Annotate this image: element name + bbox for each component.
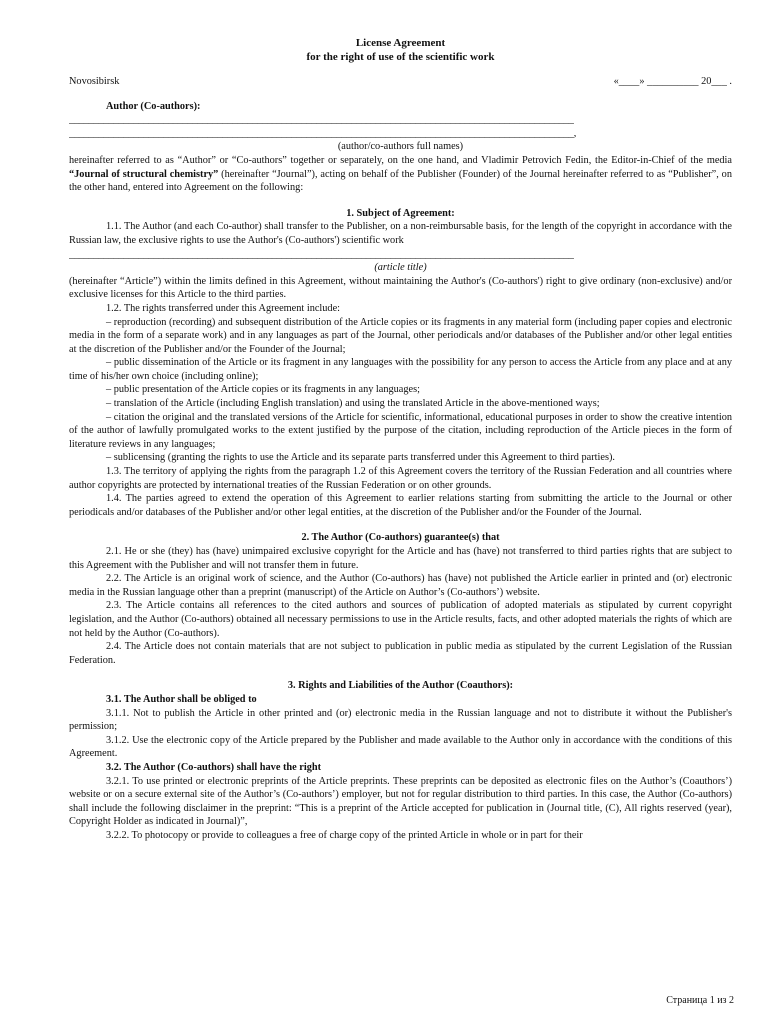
clause-1-1: 1.1. The Author (and each Co-author) shall transfer to the Publisher, on a non-reimbursable basis, for the length of the copyright in accordance with the Russian law, the exclusive rights to use the Author's (Co-authors') scientific work bbox=[69, 221, 732, 246]
article-title-caption: (article title) bbox=[374, 262, 427, 274]
authors-blank-line-2[interactable]: ______________________________________________________________________________________________________, bbox=[69, 127, 577, 139]
clause-3-2-2: 3.2.2. To photocopy or provide to colleagues a free of charge copy of the printed Article in whole or in part for their bbox=[106, 829, 583, 841]
clause-2-2: 2.2. The Article is an original work of science, and the Author (Co-authors) has (have) not published the Article earlier in printed and (or) electronic media in the Russian language other than a preprint (manuscript) of the Article on Author’s (Co-authors’) website. bbox=[69, 573, 732, 598]
journal-name: “Journal of structural chemistry” bbox=[69, 168, 219, 180]
authors-caption: (author/co-authors full names) bbox=[337, 141, 464, 153]
city: Novosibirsk bbox=[69, 76, 120, 87]
clause-2-4: 2.4. The Article does not contain materials that are not subject to publication in public media as stipulated by the current Legislation of the Russian Federation. bbox=[69, 641, 732, 666]
agreement-subtitle: for the right of use of the scientific work bbox=[306, 51, 495, 63]
section-1-heading: 1. Subject of Agreement: bbox=[346, 207, 455, 219]
clause-3-1-1: 3.1.1. Not to publish the Article in other printed and (or) electronic media in the Russian language and not to distribute it without the Publisher's permission; bbox=[69, 707, 732, 733]
article-title-blank-line[interactable]: ______________________________________________________________________________________________________ bbox=[69, 248, 574, 260]
clause-2-3: 2.3. The Article contains all references to the cited authors and sources of publication of adopted materials as stipulated by current copyright legislation, and the Author (Co-authors) obtained all necessary permissions to use in the Article results, facts, and other adopted materials the rights of which are not held by the Author (Co-authors). bbox=[69, 600, 732, 639]
clause-2-1: 2.1. He or she (they) has (have) unimpaired exclusive copyright for the Article and has (have) not transferred to third parties rights that are subject to this Agreement with the Publisher and will not transfer them in future. bbox=[69, 546, 732, 571]
clause-1-3: 1.3. The territory of applying the rights from the paragraph 1.2 of this Agreement covers the territory of the Russian Federation and all countries where author copyrights are protected by international treaties of the Russian Federation or on other grounds. bbox=[69, 466, 732, 491]
date-blank: «____» __________ 20___ . bbox=[613, 76, 732, 87]
authors-paragraph: hereinafter referred to as “Author” or “Co-authors” together or separately, on the one hand, and Vladimir Petrovich Fedin, the Editor-in-Chief of the media “Journal of structural chemistry” (hereinafter “Journal”), acting on behalf of the Publisher (Founder) of the Journal hereinafter referred to as “Publisher”, on the other hand, entered into Agreement on the following: bbox=[69, 154, 732, 194]
clause-1-1-continued: (hereinafter “Article”) within the limits defined in this Agreement, without maintaining the Author's (Co-authors') right to give ordinary (non-exclusive) and/or exclusive licenses for this Article to the third parties. bbox=[69, 275, 732, 301]
clause-1-2-item-1: – reproduction (recording) and subsequent distribution of the Article copies or its fragments in any material form (including paper copies and electronic media in the form of a separate work) and in any languages as part of the Journal, other periodicals and/or databases of the Publisher and/or other legal entities at the discretion of the Publisher and/or the Founder of the Journal; bbox=[69, 316, 732, 355]
clause-1-4: 1.4. The parties agreed to extend the operation of this Agreement to earlier relations starting from submitting the article to the Journal or other periodicals and/or databases of the Publisher and/or other legal entities, at the discretion of the Publisher and/or the Founder of the Journal. bbox=[69, 493, 732, 518]
agreement-title: License Agreement bbox=[355, 37, 446, 49]
clause-3-1-2: 3.1.2. Use the electronic copy of the Article prepared by the Publisher and made available to the Author only in accordance with the conditions of this Agreement. bbox=[69, 734, 732, 760]
place-date-row bbox=[69, 75, 732, 89]
clause-1-2-item-2: – public dissemination of the Article or its fragment in any languages with the possibility for any person to access the Article from any place and at any time of his/her own choice (including online); bbox=[69, 357, 732, 382]
section-3-heading: 3. Rights and Liabilities of the Author (Coauthors): bbox=[287, 680, 514, 692]
clause-1-2-item-6: – sublicensing (granting the rights to use the Article and its separate parts transferred under this Agreement to third parties). bbox=[106, 452, 615, 464]
clause-1-2: 1.2. The rights transferred under this Agreement include: bbox=[106, 302, 340, 314]
clause-3-2-1: 3.2.1. To use printed or electronic preprints of the Article preprints. These preprints can be deposited as electronic files on the Author’s (Coauthors’) website or on a secure external site of the Author’s (Co-authors’) employer, but not for regular distribution to third parties. In this case, the Author (Co-authors) shall include the following disclaimer in the preprint: “This is a preprint of the Article accepted for publication in (Journal title, (C), All rights reserved (year), Copyright Holder as indicated in Journal)”, bbox=[69, 775, 732, 828]
authors-label: Author (Co-authors): bbox=[106, 100, 201, 112]
subsection-3-1-heading: 3.1. The Author shall be obliged to bbox=[106, 693, 257, 705]
clause-1-2-item-4: – translation of the Article (including English translation) and using the translated Article in the above-mentioned ways; bbox=[106, 398, 600, 410]
section-2-heading: 2. The Author (Co-authors) guarantee(s) that bbox=[301, 532, 500, 544]
authors-blank-line-1[interactable]: ______________________________________________________________________________________________________ bbox=[69, 114, 574, 126]
clause-1-2-item-3: – public presentation of the Article copies or its fragments in any languages; bbox=[106, 384, 420, 396]
subsection-3-2-heading: 3.2. The Author (Co-authors) shall have the right bbox=[106, 761, 322, 773]
page-number: Страница 1 из 2 bbox=[666, 995, 734, 1006]
clause-1-2-item-5: – citation the original and the translated versions of the Article for scientific, informational, educational purposes in order to show the creative intention of the author of lawfully promulgated works to the extent justified by the purpose of the citation, including reproduction of the Article pieces in the form of literature reviews in any languages; bbox=[69, 411, 732, 450]
